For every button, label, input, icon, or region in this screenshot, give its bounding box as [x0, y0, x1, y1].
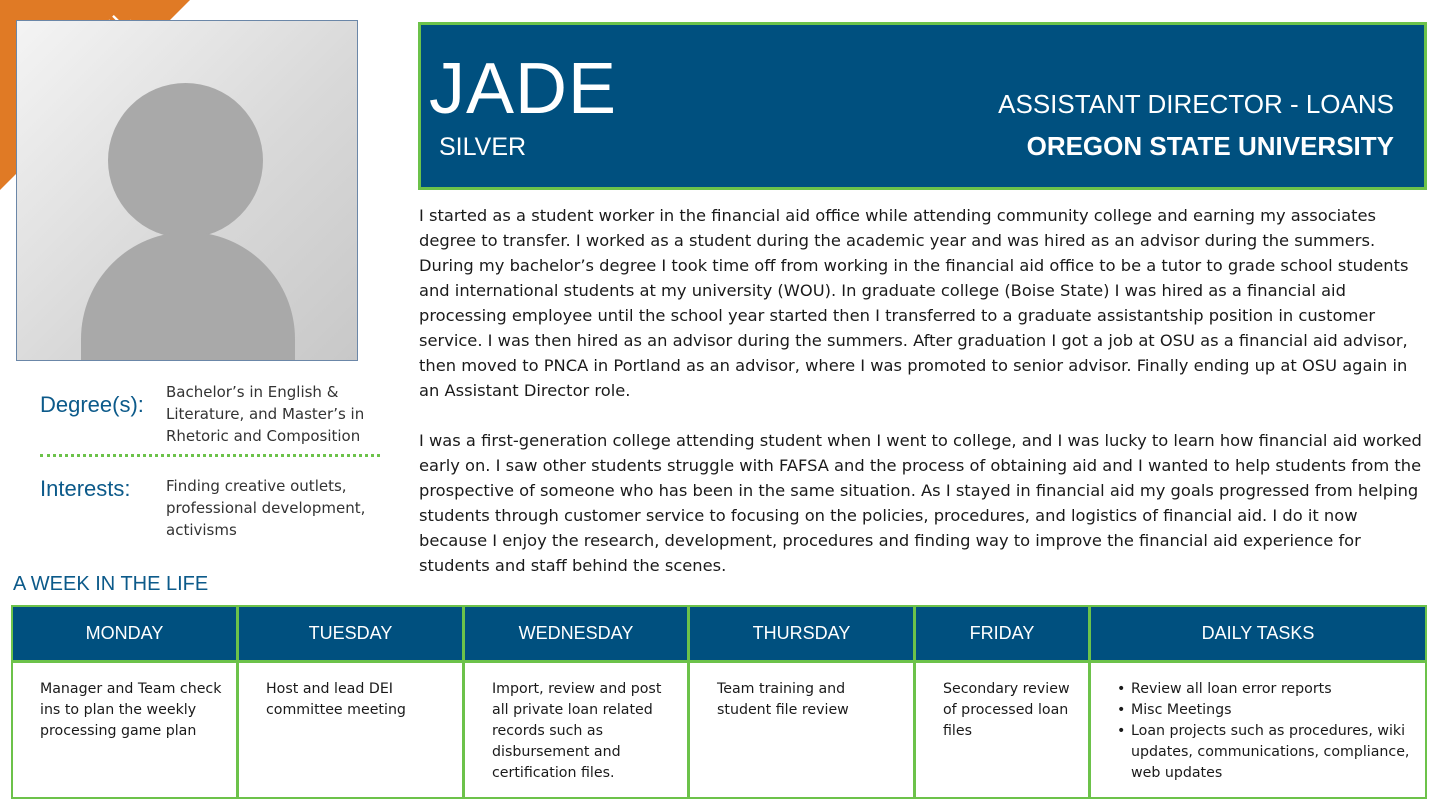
last-name: SILVER — [439, 133, 527, 161]
day-column-thursday — [690, 607, 916, 797]
bio-paragraph-1: I started as a student worker in the financial aid office while attending community college and earning my associates degree to transfer. I worked as a student during the academic year and was hired as an advisor during the summers. During my bachelor’s degree I took time off from working in the financial aid office to be a tutor to grade school students and international students at my university (WOU). In graduate college (Boise State) I was hired as a financial aid processing employee until the school year started then I transferred to a graduate assistantship position in customer service. I was then hired as an advisor during the summers. After graduation I got a job at OSU as a financial aid advisor, then moved to PNCA in Portland as an advisor, where I was promoted to senior advisor. Finally ending up at OSU again in an Assistant Director role. — [419, 206, 1409, 400]
task-item: • Review all loan error reports — [1117, 679, 1413, 700]
day-body: Import, review and post all private loan related records such as disbursement and certification files. — [492, 681, 662, 781]
week-section-title: A WEEK IN THE LIFE — [13, 573, 209, 595]
week-table — [11, 605, 1427, 799]
daily-tasks-header: DAILY TASKS — [1091, 607, 1425, 663]
degrees-label: Degree(s): — [40, 392, 144, 417]
day-column-wednesday — [465, 607, 690, 797]
day-header: WEDNESDAY — [465, 607, 687, 663]
day-column-friday — [916, 607, 1091, 797]
divider — [40, 454, 380, 457]
interests-value: Finding creative outlets, professional development, activisms — [166, 477, 366, 539]
avatar-placeholder — [16, 20, 358, 361]
day-column-monday — [13, 607, 239, 797]
avatar-body — [81, 232, 295, 361]
first-name: JADE — [429, 49, 618, 129]
day-header: MONDAY — [13, 607, 236, 663]
degrees-value: Bachelor’s in English & Literature, and Master’s in Rhetoric and Composition — [166, 383, 365, 445]
interests-label: Interests: — [40, 476, 131, 501]
day-body: Secondary review of processed loan files — [943, 681, 1070, 739]
job-title: ASSISTANT DIRECTOR - LOANS — [998, 89, 1394, 119]
daily-tasks-column — [1091, 607, 1425, 797]
day-header: THURSDAY — [690, 607, 913, 663]
day-body: Team training and student file review — [717, 681, 849, 718]
day-column-tuesday — [239, 607, 465, 797]
day-body: Host and lead DEI committee meeting — [266, 681, 406, 718]
bio-paragraph-2: I was a first-generation college attending student when I went to college, and I was lucky to learn how financial aid worked early on. I saw other students struggle with FAFSA and the process of obtaining aid and I wanted to help students from the prospective of someone who has been in the same situation. As I stayed in financial aid my goals progressed from helping students through customer service to focusing on the policies, procedures, and logistics of financial aid. I do it now because I enjoy the research, development, procedures and finding way to improve the financial aid experience for students and staff behind the scenes. — [419, 431, 1422, 575]
daily-tasks-list — [1117, 679, 1413, 784]
avatar-head — [108, 83, 263, 238]
header-banner — [418, 22, 1427, 190]
task-item: • Loan projects such as procedures, wiki updates, communications, compliance, web updates — [1117, 721, 1413, 784]
university-name: OREGON STATE UNIVERSITY — [1026, 131, 1394, 161]
day-body: Manager and Team check ins to plan the weekly processing game plan — [40, 681, 222, 739]
day-header: TUESDAY — [239, 607, 462, 663]
day-header: FRIDAY — [916, 607, 1088, 663]
daily-tasks-body — [1091, 663, 1425, 797]
task-item: • Misc Meetings — [1117, 700, 1413, 721]
